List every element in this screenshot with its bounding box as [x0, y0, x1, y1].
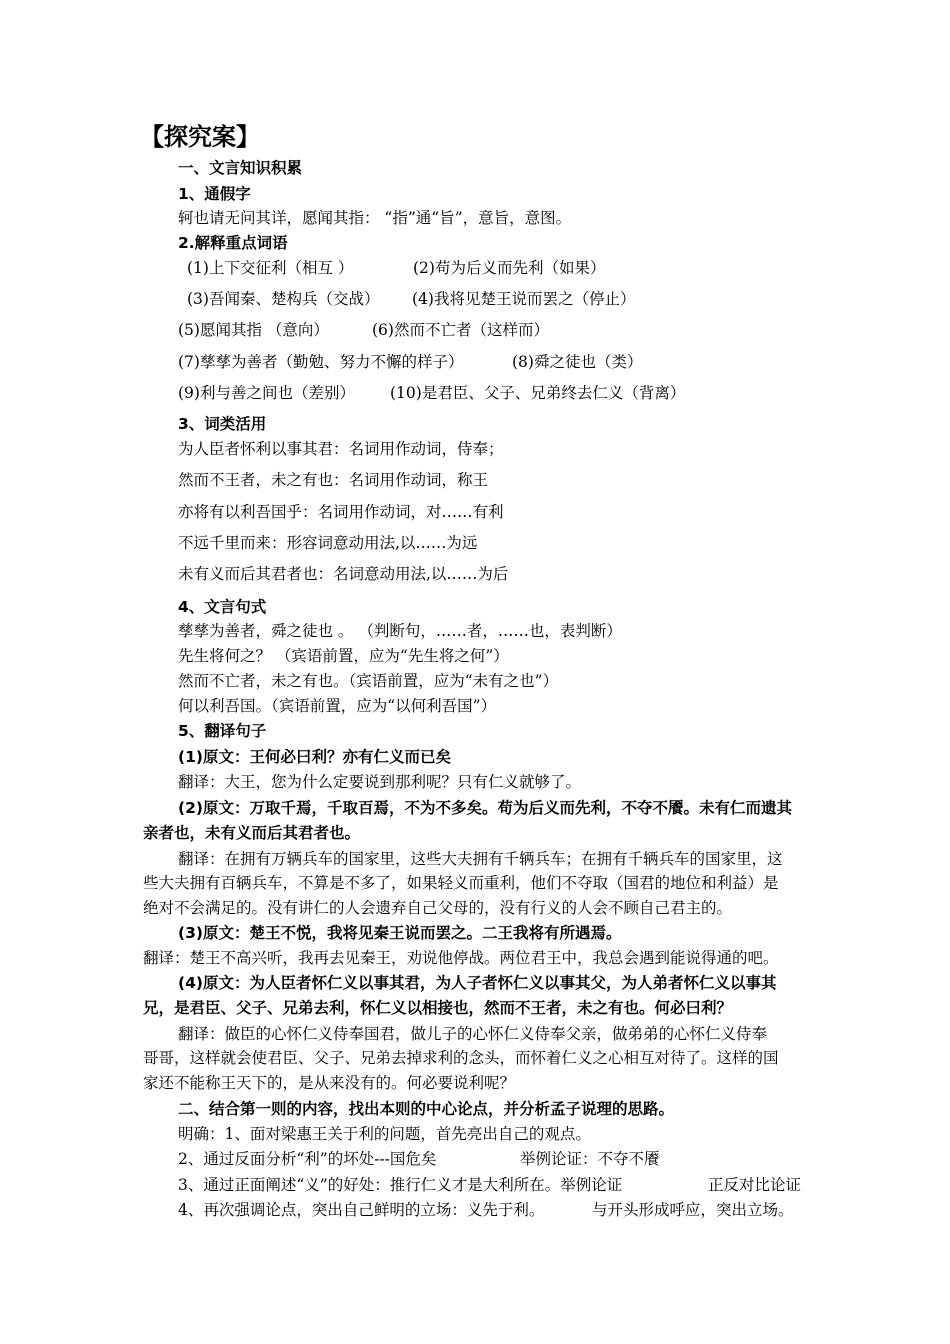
word-item-8: (8)舜之徒也（类） — [512, 353, 643, 371]
analysis-point-4: 4、再次强调论点，突出自己鲜明的立场：义先于利。 — [178, 1201, 545, 1219]
analysis-point-1: 明确：1、面对梁惠王关于利的问题，首先亮出自己的观点。 — [178, 1125, 591, 1143]
tongjia-text: 轲也请无问其详，愿闻其指： “指”通“旨”，意旨，意图。 — [178, 209, 572, 227]
tongjia-heading: 1、通假字 — [178, 185, 251, 203]
sentence-2-translation-line-2: 些大夫拥有百辆兵车，不算是不多了，如果轻义而重利，他们不夺取（国君的地位和利益）是 — [143, 874, 779, 892]
analysis-point-3: 3、通过正面阐述“义”的好处：推行仁义才是大利所在。举例论证 — [178, 1176, 623, 1194]
analysis-point-2-example: 举例论证：不夺不餍 — [520, 1150, 660, 1168]
section-2-heading: 二、结合第一则的内容，找出本则的中心论点，并分析孟子说理的思路。 — [178, 1100, 675, 1118]
fanyi-heading: 5、翻译句子 — [178, 722, 267, 740]
sentence-2-original-line-1: (2)原文：万取千焉，千取百焉，不为不多矣。苟为后义而先利，不夺不餍。未有仁而遗其 — [178, 799, 792, 817]
word-item-6: (6)然而不亡者（这样而） — [372, 321, 549, 339]
sentence-2-translation-line-1: 翻译：在拥有万辆兵车的国家里，这些大夫拥有千辆兵车；在拥有千辆兵车的国家里，这 — [178, 850, 783, 868]
cilei-item-3: 亦将有以利吾国乎：名词用作动词，对……有利 — [178, 503, 504, 521]
jushi-item-4: 何以利吾国。（宾语前置，应为“以何利吾国”） — [178, 697, 497, 715]
jushi-item-1: 孳孳为善者，舜之徒也 。 （判断句，……者，……也，表判断） — [178, 622, 622, 640]
sentence-4-translation-line-3: 家还不能称王天下的，是从来没有的。何必要说利呢？ — [143, 1074, 516, 1092]
sentence-3-translation: 翻译：楚王不高兴听，我再去见秦王，劝说他停战。两位君王中，我总会遇到能说得通的吧。 — [143, 949, 779, 967]
word-item-4: (4)我将见楚王说而罢之（停止） — [412, 290, 636, 308]
word-item-3: (3)吾闻秦、楚构兵（交战） — [187, 290, 380, 308]
sentence-2-translation-line-3: 绝对不会满足的。没有讲仁的人会遗弃自己父母的，没有行义的人会不顾自己君主的。 — [143, 899, 733, 917]
sentence-4-translation-line-1: 翻译：做臣的心怀仁义侍奉国君，做儿子的心怀仁义侍奉父亲，做弟弟的心怀仁义侍奉 — [178, 1025, 768, 1043]
sentence-3-original: (3)原文：楚王不悦，我将见秦王说而罢之。二王我将有所遇焉。 — [178, 924, 622, 942]
sentence-4-original-line-1: (4)原文：为人臣者怀仁义以事其君，为人子者怀仁义以事其父，为人弟者怀仁义以事其 — [178, 974, 777, 992]
sentence-4-translation-line-2: 哥哥，这样就会使君臣、父子、兄弟去掉求利的念头，而怀着仁义之心相互对待了。这样的国 — [143, 1049, 779, 1067]
word-item-5: (5)愿闻其指 （意向） — [178, 321, 329, 339]
word-item-9: (9)利与善之间也（差别） — [178, 384, 355, 402]
word-item-10: (10)是君臣、父子、兄弟终去仁义（背离） — [390, 384, 686, 402]
word-item-1: (1)上下交征利（相互 ） — [187, 259, 354, 277]
analysis-point-4-echo: 与开头形成呼应，突出立场。 — [592, 1201, 794, 1219]
sentence-2-original-line-2: 亲者也，未有义而后其君者也。 — [143, 824, 361, 842]
words-heading: 2.解释重点词语 — [178, 234, 288, 252]
analysis-point-2: 2、通过反面分析“利”的坏处---国危矣 — [178, 1150, 437, 1168]
word-item-7: (7)孳孳为善者（勤勉、努力不懈的样子） — [178, 353, 464, 371]
word-item-2: (2)苟为后义而先利（如果） — [413, 259, 606, 277]
cilei-item-5: 未有义而后其君者也：名词意动用法,以……为后 — [178, 565, 509, 583]
analysis-point-3-method: 正反对比论证 — [708, 1176, 802, 1194]
cilei-item-4: 不远千里而来：形容词意动用法,以……为远 — [178, 534, 478, 552]
jushi-heading: 4、文言句式 — [178, 598, 267, 616]
cilei-heading: 3、词类活用 — [178, 415, 267, 433]
sentence-1-original: (1)原文：王何必曰利？亦有仁义而已矣 — [178, 748, 451, 766]
section-1-heading: 一、文言知识积累 — [178, 159, 303, 177]
jushi-item-2: 先生将何之？ （宾语前置，应为“先生将之何”） — [178, 647, 509, 665]
cilei-item-1: 为人臣者怀利以事其君：名词用作动词，侍奉； — [178, 440, 504, 458]
cilei-item-2: 然而不王者，未之有也：名词用作动词，称王 — [178, 471, 489, 489]
sentence-4-original-line-2: 兄，是君臣、父子、兄弟去利，怀仁义以相接也，然而不王者，未之有也。何必曰利？ — [143, 999, 733, 1017]
page-title: 【探究案】 — [140, 123, 260, 151]
jushi-item-3: 然而不亡者，未之有也。（宾语前置，应为“未有之也”） — [178, 672, 559, 690]
sentence-1-translation: 翻译：大王，您为什么定要说到那利呢？只有仁义就够了。 — [178, 773, 582, 791]
